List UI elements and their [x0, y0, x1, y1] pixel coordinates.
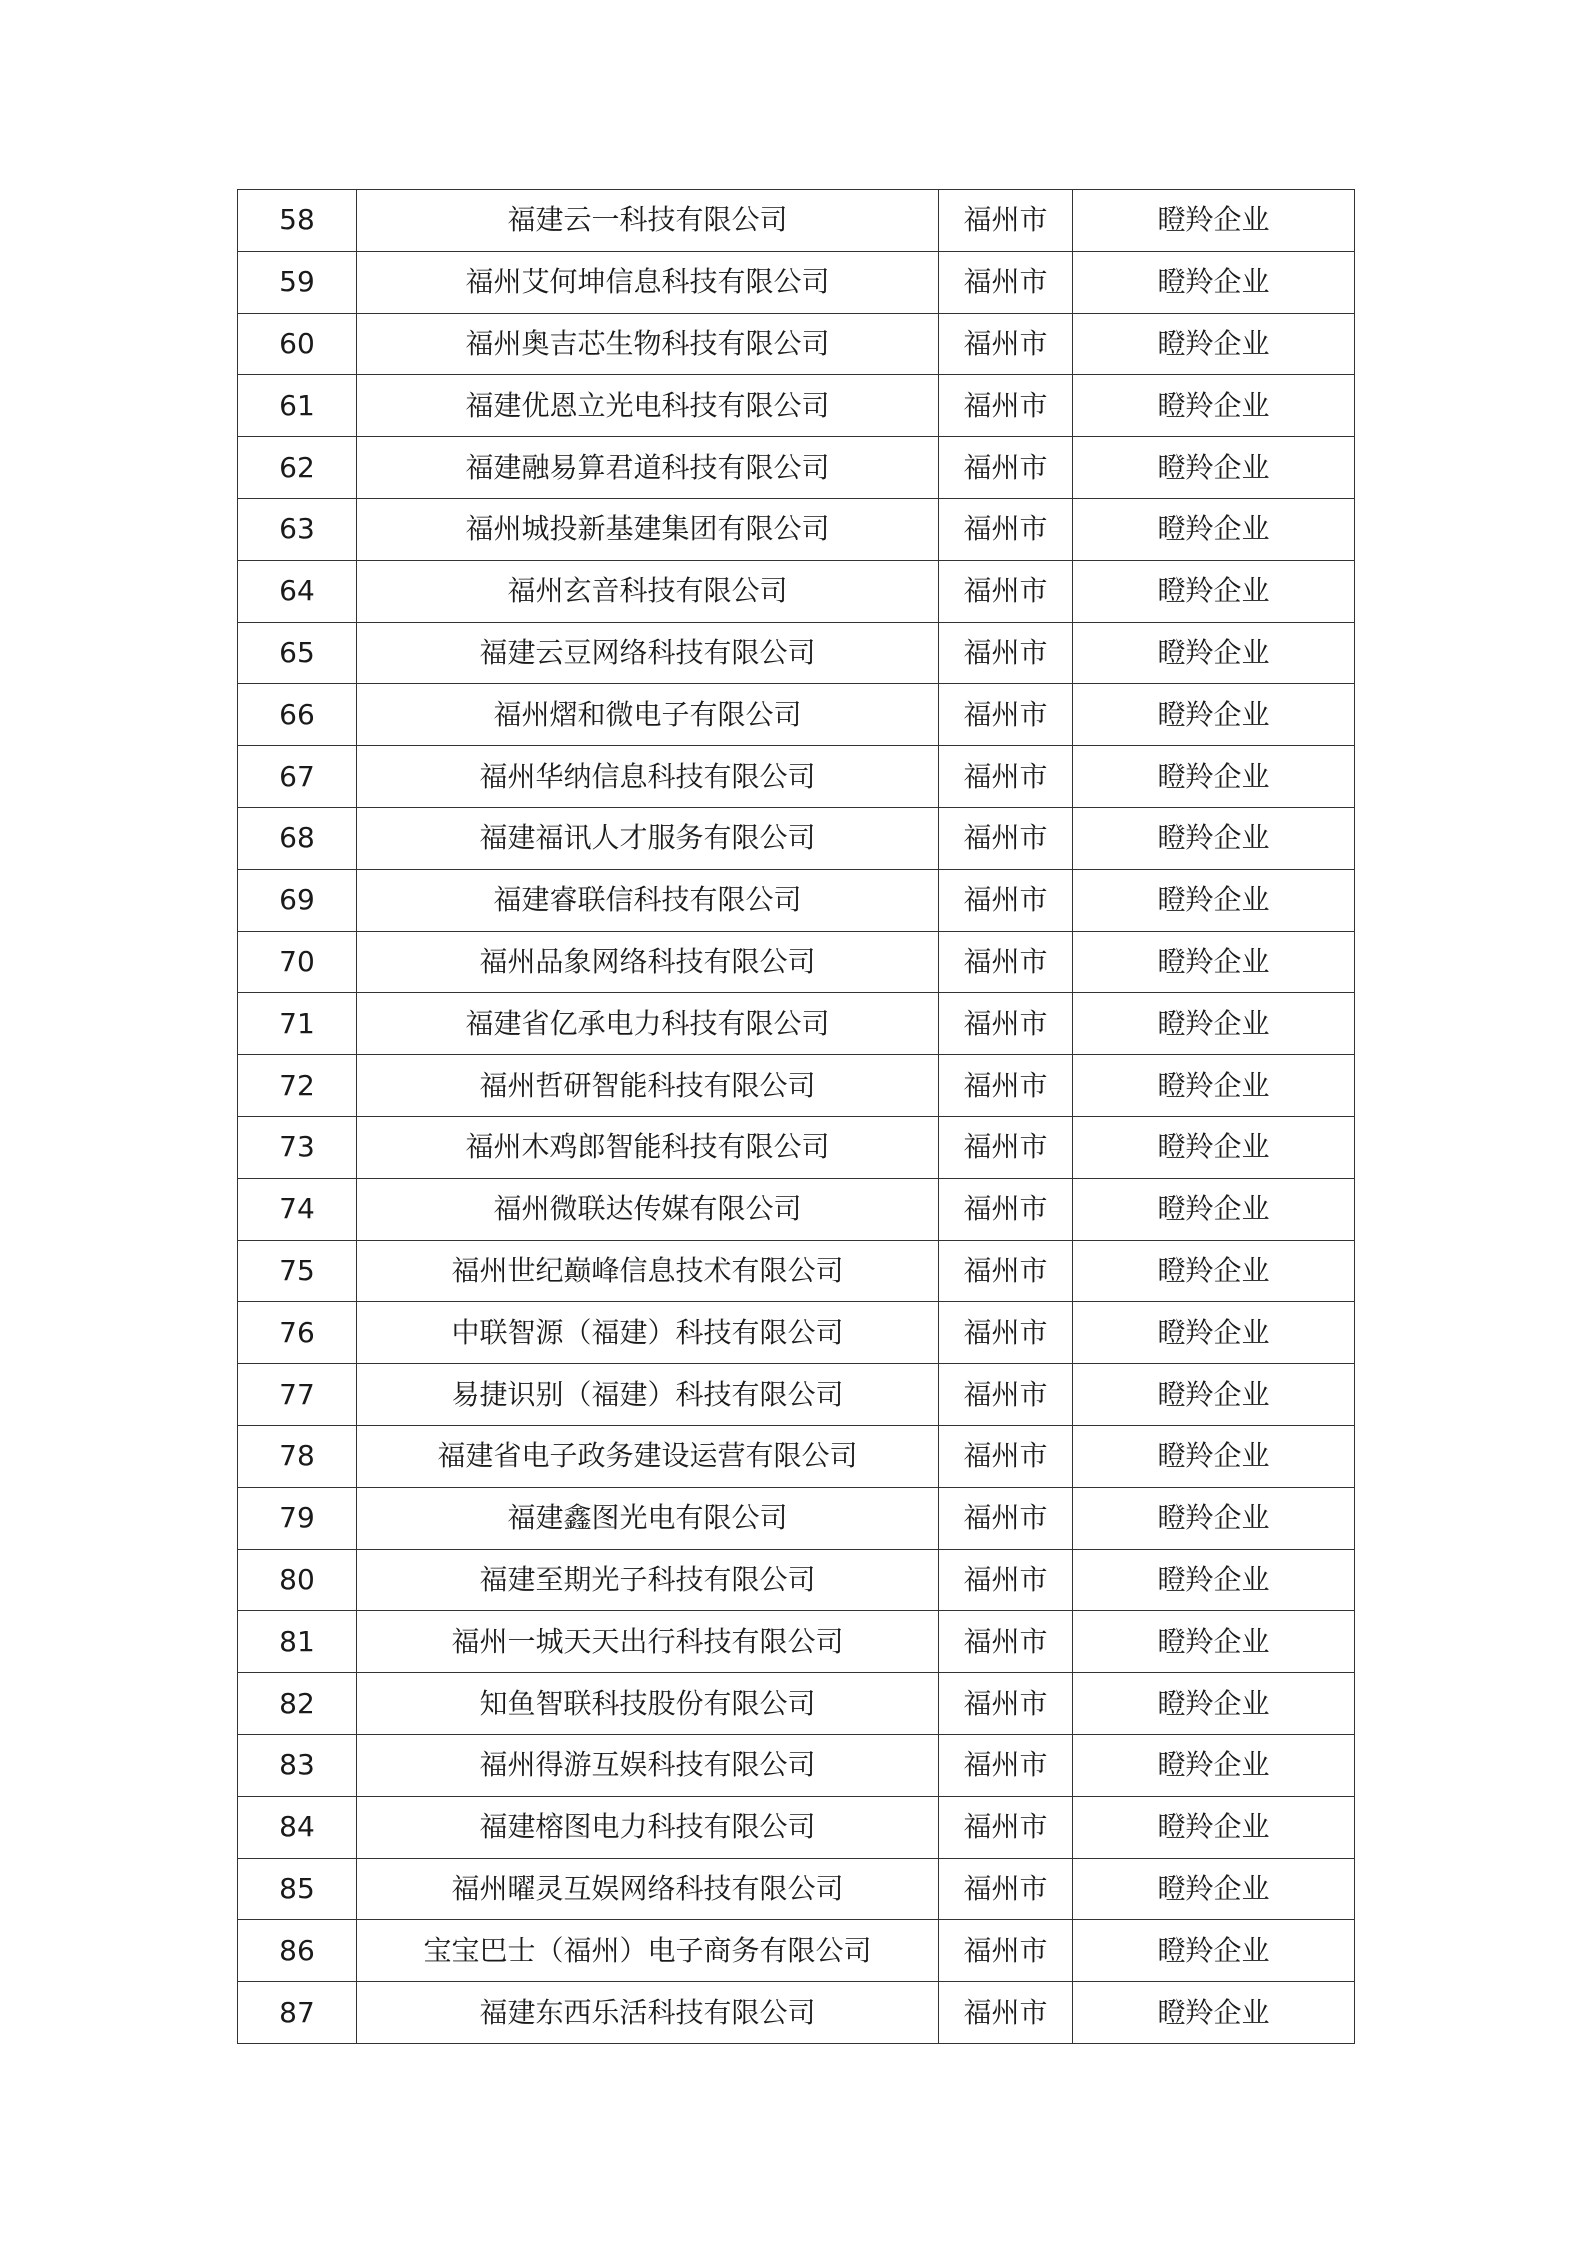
- enterprise-type-cell: 瞪羚企业: [1073, 1116, 1355, 1178]
- table-row: [238, 1425, 1355, 1487]
- row-number-cell: 87: [238, 1982, 357, 2044]
- city-cell: 福州市: [939, 1734, 1073, 1796]
- table-row: [238, 1116, 1355, 1178]
- table-row: [238, 251, 1355, 313]
- company-name-cell: 福建东西乐活科技有限公司: [357, 1982, 939, 2044]
- table-row: [238, 190, 1355, 252]
- company-name-cell: 福建睿联信科技有限公司: [357, 869, 939, 931]
- city-cell: 福州市: [939, 375, 1073, 437]
- city-cell: 福州市: [939, 993, 1073, 1055]
- row-number-cell: 69: [238, 869, 357, 931]
- city-cell: 福州市: [939, 622, 1073, 684]
- enterprise-type-cell: 瞪羚企业: [1073, 1673, 1355, 1735]
- city-cell: 福州市: [939, 1364, 1073, 1426]
- table-row: [238, 1920, 1355, 1982]
- row-number-cell: 59: [238, 251, 357, 313]
- enterprise-type-cell: 瞪羚企业: [1073, 375, 1355, 437]
- enterprise-type-cell: 瞪羚企业: [1073, 1920, 1355, 1982]
- enterprise-type-cell: 瞪羚企业: [1073, 1487, 1355, 1549]
- enterprise-type-cell: 瞪羚企业: [1073, 1240, 1355, 1302]
- city-cell: 福州市: [939, 931, 1073, 993]
- row-number-cell: 65: [238, 622, 357, 684]
- row-number-cell: 70: [238, 931, 357, 993]
- city-cell: 福州市: [939, 684, 1073, 746]
- enterprise-type-cell: 瞪羚企业: [1073, 807, 1355, 869]
- table-row: [238, 807, 1355, 869]
- table-row: [238, 622, 1355, 684]
- row-number-cell: 64: [238, 560, 357, 622]
- enterprise-type-cell: 瞪羚企业: [1073, 1425, 1355, 1487]
- enterprise-type-cell: 瞪羚企业: [1073, 1611, 1355, 1673]
- row-number-cell: 85: [238, 1858, 357, 1920]
- table-row: [238, 1982, 1355, 2044]
- table-row: [238, 1487, 1355, 1549]
- enterprise-type-cell: 瞪羚企业: [1073, 746, 1355, 808]
- city-cell: 福州市: [939, 1673, 1073, 1735]
- table-row: [238, 746, 1355, 808]
- enterprise-type-cell: 瞪羚企业: [1073, 437, 1355, 499]
- enterprise-type-cell: 瞪羚企业: [1073, 1858, 1355, 1920]
- city-cell: 福州市: [939, 1116, 1073, 1178]
- table-row: [238, 1673, 1355, 1735]
- table-row: [238, 1858, 1355, 1920]
- city-cell: 福州市: [939, 437, 1073, 499]
- city-cell: 福州市: [939, 1611, 1073, 1673]
- city-cell: 福州市: [939, 1796, 1073, 1858]
- table-row: [238, 498, 1355, 560]
- company-name-cell: 福州华纳信息科技有限公司: [357, 746, 939, 808]
- enterprise-type-cell: 瞪羚企业: [1073, 931, 1355, 993]
- company-name-cell: 福州曜灵互娱网络科技有限公司: [357, 1858, 939, 1920]
- table-row: [238, 869, 1355, 931]
- company-name-cell: 福州微联达传媒有限公司: [357, 1178, 939, 1240]
- city-cell: 福州市: [939, 1920, 1073, 1982]
- city-cell: 福州市: [939, 1178, 1073, 1240]
- table-row: [238, 1611, 1355, 1673]
- row-number-cell: 68: [238, 807, 357, 869]
- company-name-cell: 福建融易算君道科技有限公司: [357, 437, 939, 499]
- row-number-cell: 82: [238, 1673, 357, 1735]
- enterprise-type-cell: 瞪羚企业: [1073, 251, 1355, 313]
- enterprise-type-cell: 瞪羚企业: [1073, 1734, 1355, 1796]
- enterprise-type-cell: 瞪羚企业: [1073, 622, 1355, 684]
- row-number-cell: 60: [238, 313, 357, 375]
- row-number-cell: 79: [238, 1487, 357, 1549]
- row-number-cell: 80: [238, 1549, 357, 1611]
- enterprise-type-cell: 瞪羚企业: [1073, 869, 1355, 931]
- city-cell: 福州市: [939, 251, 1073, 313]
- row-number-cell: 77: [238, 1364, 357, 1426]
- enterprise-table: [237, 189, 1355, 2044]
- enterprise-type-cell: 瞪羚企业: [1073, 1302, 1355, 1364]
- row-number-cell: 83: [238, 1734, 357, 1796]
- table-row: [238, 1796, 1355, 1858]
- company-name-cell: 福建云一科技有限公司: [357, 190, 939, 252]
- row-number-cell: 78: [238, 1425, 357, 1487]
- row-number-cell: 86: [238, 1920, 357, 1982]
- enterprise-type-cell: 瞪羚企业: [1073, 190, 1355, 252]
- city-cell: 福州市: [939, 1549, 1073, 1611]
- company-name-cell: 福州艾何坤信息科技有限公司: [357, 251, 939, 313]
- company-name-cell: 中联智源（福建）科技有限公司: [357, 1302, 939, 1364]
- table-row: [238, 1055, 1355, 1117]
- enterprise-type-cell: 瞪羚企业: [1073, 560, 1355, 622]
- company-name-cell: 福州哲研智能科技有限公司: [357, 1055, 939, 1117]
- company-name-cell: 知鱼智联科技股份有限公司: [357, 1673, 939, 1735]
- enterprise-type-cell: 瞪羚企业: [1073, 1364, 1355, 1426]
- row-number-cell: 66: [238, 684, 357, 746]
- city-cell: 福州市: [939, 1487, 1073, 1549]
- city-cell: 福州市: [939, 1055, 1073, 1117]
- city-cell: 福州市: [939, 1302, 1073, 1364]
- company-name-cell: 福建省亿承电力科技有限公司: [357, 993, 939, 1055]
- company-name-cell: 宝宝巴士（福州）电子商务有限公司: [357, 1920, 939, 1982]
- table-row: [238, 1240, 1355, 1302]
- company-name-cell: 福建优恩立光电科技有限公司: [357, 375, 939, 437]
- table-row: [238, 684, 1355, 746]
- company-name-cell: 福州世纪巅峰信息技术有限公司: [357, 1240, 939, 1302]
- row-number-cell: 74: [238, 1178, 357, 1240]
- city-cell: 福州市: [939, 1858, 1073, 1920]
- enterprise-type-cell: 瞪羚企业: [1073, 684, 1355, 746]
- table-row: [238, 375, 1355, 437]
- company-name-cell: 福州木鸡郎智能科技有限公司: [357, 1116, 939, 1178]
- enterprise-type-cell: 瞪羚企业: [1073, 1982, 1355, 2044]
- enterprise-type-cell: 瞪羚企业: [1073, 313, 1355, 375]
- company-name-cell: 易捷识别（福建）科技有限公司: [357, 1364, 939, 1426]
- company-name-cell: 福建鑫图光电有限公司: [357, 1487, 939, 1549]
- company-name-cell: 福建省电子政务建设运营有限公司: [357, 1425, 939, 1487]
- row-number-cell: 63: [238, 498, 357, 560]
- enterprise-type-cell: 瞪羚企业: [1073, 1178, 1355, 1240]
- company-name-cell: 福建至期光子科技有限公司: [357, 1549, 939, 1611]
- table-row: [238, 313, 1355, 375]
- table-body: [238, 190, 1355, 2044]
- city-cell: 福州市: [939, 560, 1073, 622]
- company-name-cell: 福建福讯人才服务有限公司: [357, 807, 939, 869]
- table-row: [238, 993, 1355, 1055]
- city-cell: 福州市: [939, 313, 1073, 375]
- table-row: [238, 1734, 1355, 1796]
- company-name-cell: 福建云豆网络科技有限公司: [357, 622, 939, 684]
- enterprise-type-cell: 瞪羚企业: [1073, 1796, 1355, 1858]
- row-number-cell: 76: [238, 1302, 357, 1364]
- table-row: [238, 437, 1355, 499]
- table-row: [238, 931, 1355, 993]
- row-number-cell: 81: [238, 1611, 357, 1673]
- table-row: [238, 1549, 1355, 1611]
- row-number-cell: 61: [238, 375, 357, 437]
- row-number-cell: 58: [238, 190, 357, 252]
- enterprise-type-cell: 瞪羚企业: [1073, 1055, 1355, 1117]
- city-cell: 福州市: [939, 498, 1073, 560]
- row-number-cell: 62: [238, 437, 357, 499]
- row-number-cell: 72: [238, 1055, 357, 1117]
- table-row: [238, 1178, 1355, 1240]
- row-number-cell: 67: [238, 746, 357, 808]
- company-name-cell: 福州玄音科技有限公司: [357, 560, 939, 622]
- enterprise-type-cell: 瞪羚企业: [1073, 1549, 1355, 1611]
- city-cell: 福州市: [939, 1425, 1073, 1487]
- company-name-cell: 福州得游互娱科技有限公司: [357, 1734, 939, 1796]
- city-cell: 福州市: [939, 190, 1073, 252]
- company-name-cell: 福州城投新基建集团有限公司: [357, 498, 939, 560]
- table-row: [238, 1364, 1355, 1426]
- table-row: [238, 1302, 1355, 1364]
- company-name-cell: 福州奥吉芯生物科技有限公司: [357, 313, 939, 375]
- enterprise-type-cell: 瞪羚企业: [1073, 498, 1355, 560]
- enterprise-type-cell: 瞪羚企业: [1073, 993, 1355, 1055]
- company-name-cell: 福州品象网络科技有限公司: [357, 931, 939, 993]
- city-cell: 福州市: [939, 746, 1073, 808]
- company-name-cell: 福州一城天天出行科技有限公司: [357, 1611, 939, 1673]
- city-cell: 福州市: [939, 1240, 1073, 1302]
- city-cell: 福州市: [939, 1982, 1073, 2044]
- city-cell: 福州市: [939, 869, 1073, 931]
- row-number-cell: 71: [238, 993, 357, 1055]
- row-number-cell: 84: [238, 1796, 357, 1858]
- row-number-cell: 75: [238, 1240, 357, 1302]
- table-row: [238, 560, 1355, 622]
- company-name-cell: 福建榕图电力科技有限公司: [357, 1796, 939, 1858]
- row-number-cell: 73: [238, 1116, 357, 1178]
- company-name-cell: 福州熠和微电子有限公司: [357, 684, 939, 746]
- city-cell: 福州市: [939, 807, 1073, 869]
